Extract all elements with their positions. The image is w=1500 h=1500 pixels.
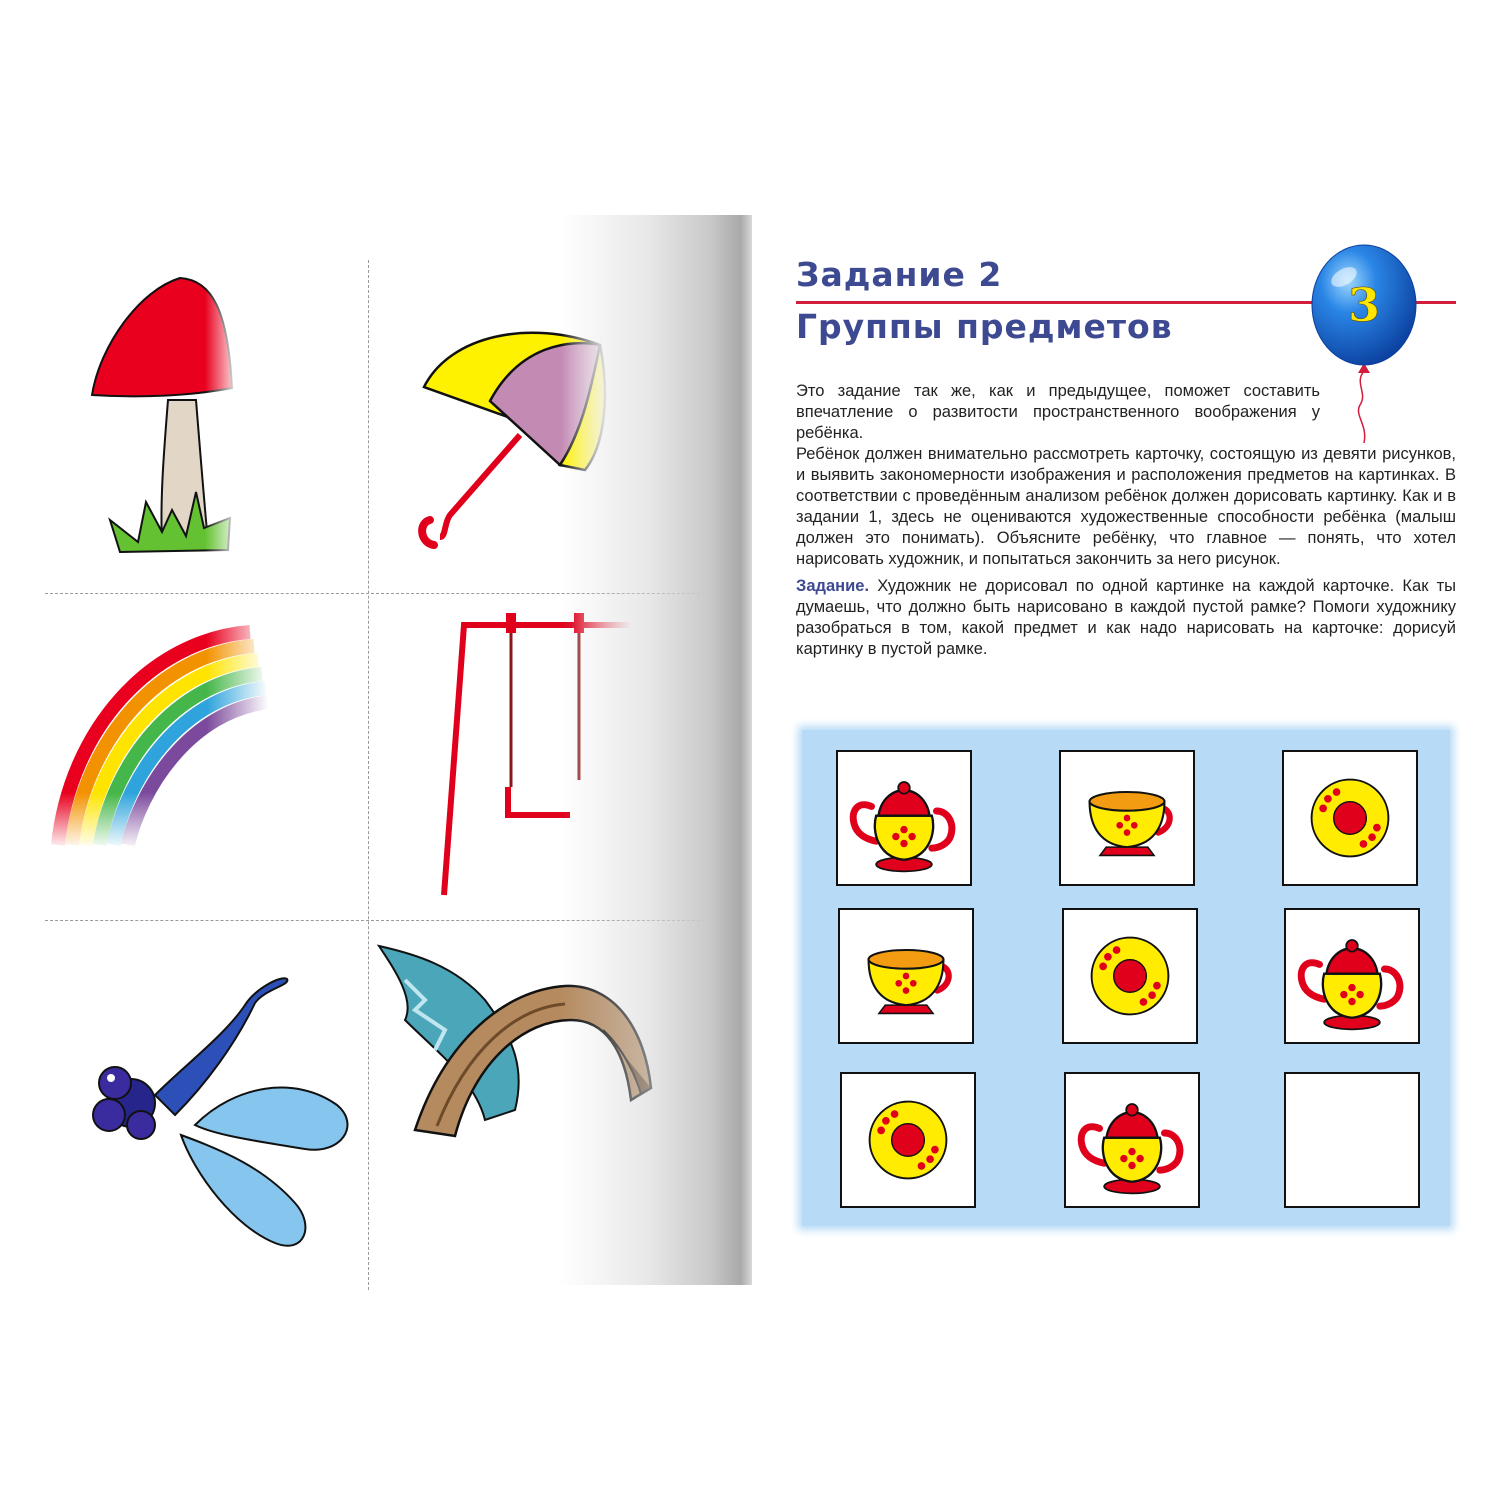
plate-icon <box>1082 928 1178 1024</box>
right-page <box>752 215 1500 1285</box>
left-page <box>0 215 752 1285</box>
teapot-icon <box>1294 918 1410 1034</box>
card-cell <box>840 1072 976 1208</box>
cup-icon <box>1075 766 1179 870</box>
teapot-icon <box>1074 1082 1190 1198</box>
card-cell <box>1064 1072 1200 1208</box>
card-cell <box>1062 908 1198 1044</box>
grid-divider <box>45 920 705 921</box>
task-instruction <box>796 576 1456 660</box>
plate-icon <box>1302 770 1398 866</box>
plate-icon <box>860 1092 956 1188</box>
cup-icon <box>854 924 958 1028</box>
grid-divider <box>368 260 369 1290</box>
task-label: Задание. <box>796 577 870 595</box>
card-cell <box>1059 750 1195 886</box>
teapot-icon <box>846 760 962 876</box>
empty-card-cell[interactable] <box>1284 1072 1420 1208</box>
paragraph: Это задание так же, как и предыдущее, поможет составить впечатление о развитости пространственного воображения у ребёнка. <box>796 382 1320 442</box>
card-cell <box>838 908 974 1044</box>
task-text: Художник не дорисовал по одной картинке на каждой карточке. Как ты думаешь, что должно быть нарисовано в каждой пустой рамке? Помоги художнику разобраться в том, какой предмет и как надо нарисовать на карточке: дорисуй картинку в пустой рамке. <box>796 577 1456 658</box>
body-text <box>796 381 1456 660</box>
task-subtitle: Группы предметов <box>796 307 1173 346</box>
mushroom-icon <box>80 270 240 570</box>
card-cell <box>1282 750 1418 886</box>
balloon-number: 3 <box>1347 278 1381 332</box>
grid-divider <box>45 593 705 594</box>
bridge-icon <box>375 940 665 1140</box>
dragonfly-icon <box>85 965 355 1255</box>
swing-icon <box>430 605 650 905</box>
paragraph: Ребёнок должен внимательно рассмотреть карточку, состоящую из девяти рисунков, и выявить закономерности изображения и расположения предметов на картинках. В соответствии с проведённым анализом ребёнок должен дорисовать картинку. Как и в задании 1, здесь не оцениваются художественные способности ребёнка (малыш должен это понимать). Объясните ребёнку, что главное — понять, что хотел нарисовать художник, и попытаться закончить за него рисунок. <box>796 445 1456 568</box>
task-title: Задание 2 <box>796 255 1003 294</box>
card-cell <box>836 750 972 886</box>
umbrella-icon <box>410 315 620 565</box>
rainbow-icon <box>50 620 280 850</box>
card-panel <box>802 730 1450 1226</box>
card-cell <box>1284 908 1420 1044</box>
